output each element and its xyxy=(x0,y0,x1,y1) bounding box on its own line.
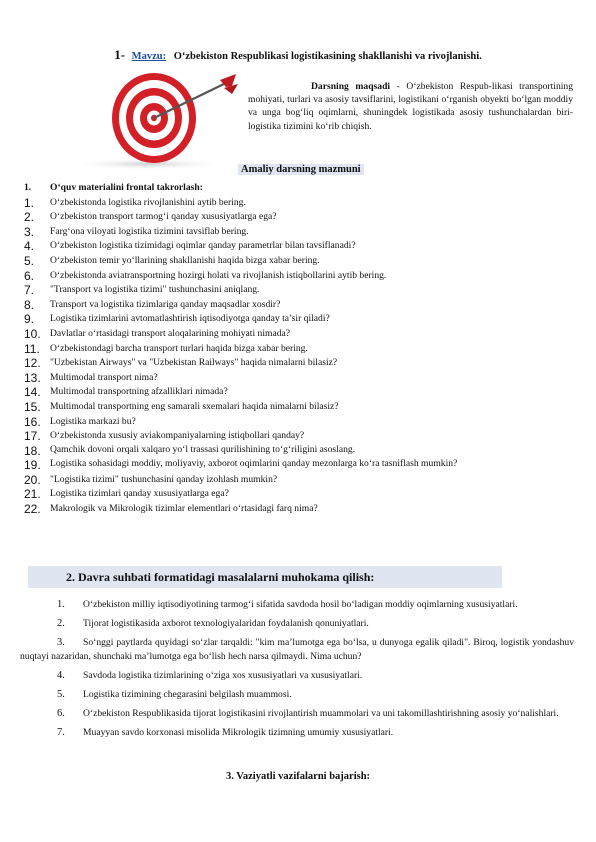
list-item: 6. O‘zbekiston Respublikasida tijorat logistikasini rivojlantirish muammolari va uni takomillashtirishning asosiy yo‘nalishlari. xyxy=(57,708,559,720)
list-item: 1. O‘zbekiston milliy iqtisodiyotining tarmog‘i sifatida savdoda hosil bo‘ladigan moddiy oqimlarning xususiyatlari. xyxy=(57,599,518,610)
list-item: 5. Logistika tizimining chegarasini belgilash muammosi. xyxy=(57,689,292,701)
list-item: 4. O‘zbekiston logistika tizimidagi oqimlar qanday parametrlar bilan tavsiflanadi? xyxy=(24,239,356,254)
list-item: 21. Logistika tizimlari qanday xususiyatlarga ega? xyxy=(24,487,229,502)
list-item: 11. O‘zbekistondagi barcha transport turlari haqida bizga xabar bering. xyxy=(24,341,308,356)
section-2-heading: 2. Davra suhbati formatidagi masalalarni muhokama qilish: xyxy=(66,570,375,584)
list-item: 10. Davlatlar o‘rtasidagi transport aloqalarining mohiyati nimada? xyxy=(24,326,291,341)
goal-text: - O‘zbekiston Respub-likasi transportining mohiyati, turlari va asosiy tavsiflarini, logistikani o‘rganish obyekti bo‘lgan moddiy va unga bog‘liq oqimlarni, shuningdek logistikada asosiy tushunchalardan biri-logistika tizimini ko‘rib chiqish. xyxy=(248,81,574,132)
list-item: 6. O‘zbekistonda aviatransportning hozirgi holati va rivojlanish istiqbollarini aytib bering. xyxy=(24,268,387,283)
list-item: 15. Multimodal transportning eng samarali sxemalari haqida nimalarni bilasiz? xyxy=(24,399,339,414)
list-item: 18. Qamchik dovoni orqali xalqaro yo‘l trassasi qurilishining to‘g‘riligini asoslang. xyxy=(24,443,356,458)
content-heading: Amaliy darsning mazmuni xyxy=(238,164,364,175)
list-item: 3. Farg‘ona viloyati logistika tizimini tavsiflab bering. xyxy=(24,224,249,239)
list-item: 14. Multimodal transportning afzalliklari nimada? xyxy=(24,385,228,400)
list-item: 2. O‘zbekiston transport tarmog‘i qanday xususiyatlarga ega? xyxy=(24,210,277,225)
discussion-topics-list xyxy=(20,598,574,746)
list-item: 7. Muayyan savdo korxonasi misolida Mikrologik tizimning umumiy xususiyatlari. xyxy=(57,727,394,739)
list-item: 17. O‘zbekistonda xususiy aviakompaniyalarning istiqbollari qanday? xyxy=(24,429,305,444)
mavzu-label: Mavzu: xyxy=(131,51,167,62)
section-3-heading: 3. Vaziyatli vazifalarni bajarish: xyxy=(225,771,371,782)
list-item: 22. Makrologik va Mikrologik tizimlar elementlari o‘rtasidagi farq nima? xyxy=(24,502,318,517)
list-item: 2. Tijorat logistikasida axborot texnologiyalaridan foydalanish qonuniyatlari. xyxy=(57,618,369,630)
list-item: 13. Multimodal transport nima? xyxy=(24,370,158,385)
lesson-number: 1- xyxy=(114,47,126,62)
list-item: 9. Logistika tizimlarini avtomatlashtirish iqtisodiyotga qanday ta’sir qiladi? xyxy=(24,312,330,327)
goal-label: Darsning maqsadi xyxy=(311,81,391,92)
list-item: 5. O‘zbekiston temir yo‘llarining shakllanishi haqida bizga xabar bering. xyxy=(24,253,320,268)
topic-title: O‘zbekiston Respublikasi logistikasining shakllanishi va rivojlanishi. xyxy=(173,51,482,62)
list-item: 3. So‘nggi paytlarda quyidagi so‘zlar tarqaldi: "kim ma’lumotga ega bo‘lsa, u dunyoga egalik qiladi". Biroq, logistik yondashuv nuqtayi nazaridan, shunchaki ma’lumotga ega bo‘lish hech narsa qilmaydi. Nima uchun? xyxy=(20,637,574,662)
list-item: 19. Logistika sohasidagi moddiy, moliyaviy, axborot oqimlarini qanday mezonlarga ko‘ra tasniflash mumkin? xyxy=(24,458,458,473)
list-item: 16. Logistika markazi bu? xyxy=(24,414,136,429)
list-item: 1. O‘zbekistonda logistika rivojlanishini aytib bering. xyxy=(24,195,246,210)
list-item: 7. "Transport va logistika tizimi" tushunchasini aniqlang. xyxy=(24,283,260,298)
list-item: 20. "Logistika tizimi" tushunchasini qanday izohlash mumkin? xyxy=(24,472,278,487)
lesson-title xyxy=(0,47,596,63)
lesson-goal xyxy=(248,80,573,133)
list-item: 8. Transport va logistika tizimlariga qanday maqsadlar xosdir? xyxy=(24,297,281,312)
list-item: 1. O‘quv materialini frontal takrorlash: xyxy=(24,182,203,193)
list-item: 12. "Uzbekistan Airways" va "Uzbekistan Railways" haqida nimalarni bilasiz? xyxy=(24,356,338,371)
review-questions-list xyxy=(20,181,574,517)
list-item: 4. Savdoda logistika tizimlarining o‘ziga xos xususiyatlari va xususiyatlari. xyxy=(57,669,363,681)
target-arrow-illustration xyxy=(60,72,242,170)
